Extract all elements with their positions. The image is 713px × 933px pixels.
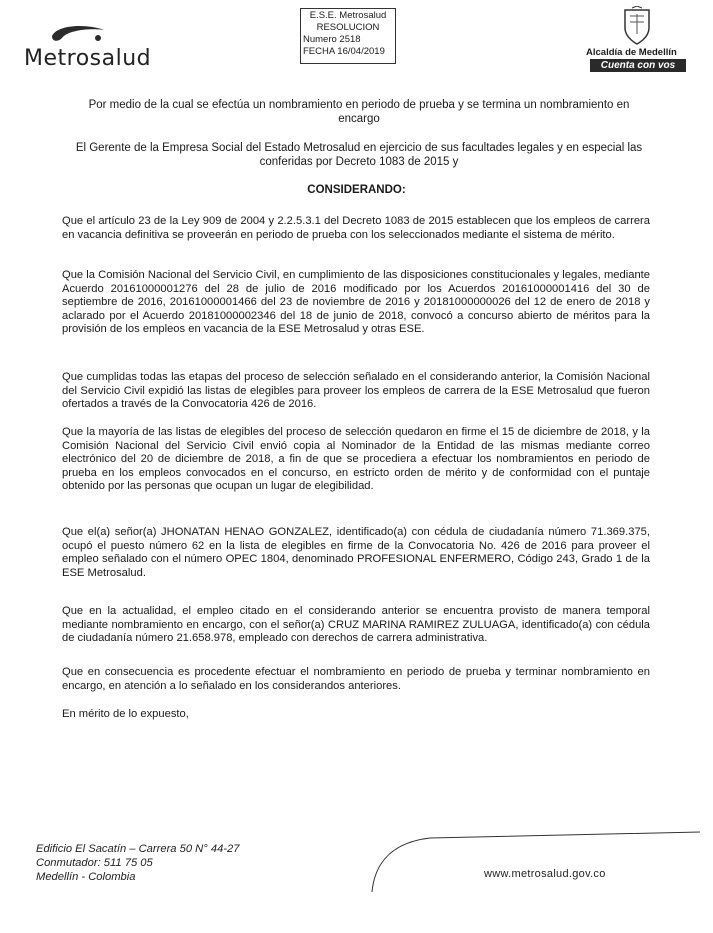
paragraph: Que la Comisión Nacional del Servicio Civil, en cumplimiento de las disposiciones constitucionales y legales, mediante Acuerdo 20161000001276 del 28 de julio de 2016 modificado por los Acuerdos 20161000001416 del 30 de septiembre de 2016, 20161000001466 del 23 de noviembre de 2016 y 20181000000026 del 12 de enero de 2018 y aclarado por el Acuerdo 20181000002346 del 18 de junio de 2018, convocó a concurso abierto de méritos para la provisión de los empleos en vacancia de la ESE Metrosalud y otras ESE. <box>62 269 650 336</box>
paragraph: Que en consecuencia es procedente efectuar el nombramiento en periodo de prueba y terminar nombramiento en encargo, en atención a lo señalado en los considerandos anteriores. <box>62 666 650 692</box>
footer-address-line: Edificio El Sacatín – Carrera 50 N° 44-27 <box>36 843 240 855</box>
paragraph: Que en la actualidad, el empleo citado en el considerando anterior se encuentra provisto de manera temporal mediante nombramiento en encargo, con el señor(a) CRUZ MARINA RAMIREZ ZULUAGA, identificado(a) con cédula de ciudadanía número 21.658.978, empleado con derechos de carrera administrativa. <box>62 605 650 645</box>
paragraph: Que el artículo 23 de la Ley 909 de 2004 y 2.2.5.3.1 del Decreto 1083 de 2015 establecen que los empleos de carrera en vacancia definitiva se proveerán en periodo de prueba con los seleccionados mediante el sistema de mérito. <box>62 215 650 241</box>
closing-phrase: En mérito de lo expuesto, <box>62 708 189 720</box>
footer-phone: Conmutador: 511 75 05 <box>36 857 153 869</box>
slogan-badge: Cuenta con vos <box>590 59 686 72</box>
stamp-type: RESOLUCION <box>316 22 380 33</box>
document-subject: Por medio de la cual se efectúa un nombramiento en periodo de prueba y se termina un nombramiento en encargo <box>88 99 630 125</box>
paragraph: Que la mayoría de las listas de elegibles del proceso de selección quedaron en firme el 15 de diciembre de 2018, y la Comisión Nacional del Servicio Civil envió copia al Nominador de la Entidad de las mismas mediante correo electrónico del 20 de diciembre de 2018, a fin de que se procediera a efectuar los nombramientos en periodo de prueba en los empleos convocados en el concurso, en estricto orden de mérito y de conformidad con el puntaje obtenido por las personas que ocupan un lugar de elegibilidad. <box>62 426 650 493</box>
alcaldia-label: Alcaldía de Medellín <box>586 47 677 58</box>
metrosalud-logo-text: Metrosalud <box>24 46 152 71</box>
stamp-date: FECHA 16/04/2019 <box>303 46 385 57</box>
metrosalud-logo-icon <box>48 22 108 46</box>
footer-city: Medellín - Colombia <box>36 871 136 883</box>
resolution-stamp <box>300 8 396 64</box>
stamp-number: Numero 2518 <box>303 34 361 45</box>
medellin-crest-icon <box>622 6 652 46</box>
document-preamble: El Gerente de la Empresa Social del Estado Metrosalud en ejercicio de sus facultades legales y en especial las conferidas por Decreto 1083 de 2015 y <box>75 142 643 168</box>
paragraph: Que cumplidas todas las etapas del proceso de selección señalado en el considerando anterior, la Comisión Nacional del Servicio Civil expidió las listas de elegibles para proveer los empleos de carrera de la ESE Metrosalud que fueron ofertados a través de la Convocatoria 426 de 2016. <box>62 371 650 411</box>
stamp-entity: E.S.E. Metrosalud <box>309 10 387 21</box>
paragraph: Que el(a) señor(a) JHONATAN HENAO GONZALEZ, identificado(a) con cédula de ciudadanía número 71.369.375, ocupó el puesto número 62 en la lista de elegibles en firme de la Convocatoria No. 426 de 2016 para proveer el empleo señalado con el número OPEC 1804, denominado PROFESIONAL ENFERMERO, Código 243, Grado 1 de la ESE Metrosalud. <box>62 526 650 579</box>
footer-website-link[interactable]: www.metrosalud.gov.co <box>484 868 606 880</box>
section-heading: CONSIDERANDO: <box>307 184 406 196</box>
footer-address <box>36 842 239 884</box>
